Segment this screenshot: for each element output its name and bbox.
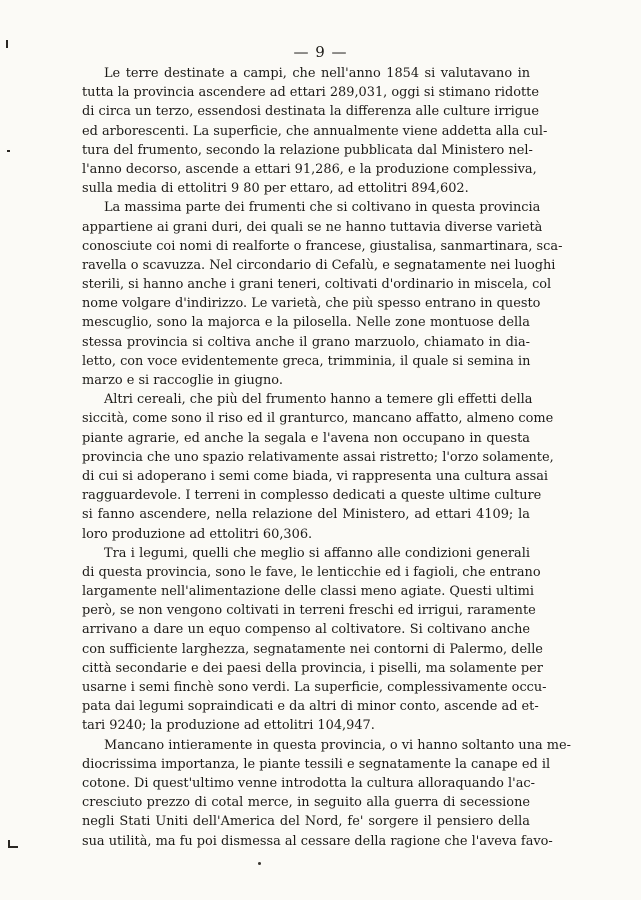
- text-line: però, se non vengono coltivati in terreni freschi ed irrigui, raramente: [82, 603, 536, 619]
- text-line: siccità, come sono il riso ed il granturco, mancano affatto, almeno come: [82, 411, 554, 427]
- text-line: letto, con voce evidentemente greca, trimminia, il quale si semina in: [82, 353, 531, 369]
- paragraph: [82, 198, 563, 390]
- paragraph: [82, 64, 548, 198]
- text-line: di cui si adoperano i semi come biada, vi rappresenta una cultura assai: [82, 468, 549, 484]
- page-number: — 9 —: [293, 43, 348, 61]
- text-line: ragguardevole. I terreni in complesso dedicati a queste ultime culture: [82, 488, 542, 504]
- text-line: stessa provincia si coltiva anche il grano marzuolo, chiamato in dia-: [82, 334, 530, 350]
- text-line: di questa provincia, sono le fave, le lenticchie ed i fagioli, che entrano: [82, 564, 541, 580]
- text-line: marzo e si raccoglie in giugno.: [82, 373, 283, 388]
- text-line: piante agrarie, ed anche la segala e l'avena non occupano in questa: [82, 430, 530, 446]
- text-line: usarne i semi finchè sono verdi. La superficie, complessivamente occu-: [82, 680, 547, 695]
- text-line: cresciuto prezzo di cotal merce, in seguito alla guerra di secessione: [82, 795, 530, 811]
- margin-mark: [6, 40, 8, 48]
- text-line: ravella o scavuzza. Nel circondario di Cefalù, e segnatamente nei luoghi: [82, 257, 556, 273]
- text-line: nome volgare d'indirizzo. Le varietà, che più spesso entrano in questo: [82, 296, 541, 312]
- body-text: [82, 64, 572, 851]
- text-line: Altri cereali, che più del frumento hanno a temere gli effetti della: [104, 392, 533, 408]
- text-line: pata dai legumi sopraindicati e da altri di minor conto, ascende ad et-: [82, 699, 539, 715]
- text-line: ed arborescenti. La superficie, che annualmente viene addetta alla cul-: [82, 123, 548, 139]
- text-line: provincia che uno spazio relativamente assai ristretto; l'orzo solamente,: [82, 449, 554, 465]
- text-line: sua utilità, ma fu poi dismessa al cessare della ragione che l'aveva favo-: [82, 833, 553, 849]
- text-line: largamente nell'alimentazione delle classi meno agiate. Questi ultimi: [82, 584, 535, 600]
- text-line: negli Stati Uniti dell'America del Nord, fe' sorgere il pensiero della: [82, 814, 530, 830]
- text-line: sterili, si hanno anche i grani teneri, coltivati d'ordinario in miscela, col: [82, 277, 552, 293]
- paragraph: [82, 390, 554, 544]
- text-line: città secondarie e dei paesi della provincia, i piselli, ma solamente per: [82, 660, 543, 676]
- text-line: loro produzione ad ettolitri 60,306.: [82, 526, 313, 542]
- margin-mark: [8, 846, 18, 848]
- text-line: Mancano intieramente in questa provincia, o vi hanno soltanto una me-: [104, 737, 572, 753]
- margin-mark: [7, 150, 10, 152]
- paragraph: [82, 736, 572, 851]
- text-line: conosciute coi nomi di realforte o francese, giustalisa, sanmartinara, sca-: [82, 238, 563, 254]
- paragraph: [82, 544, 547, 736]
- text-line: di circa un terzo, essendosi destinata la differenza alle culture irrigue: [82, 104, 539, 120]
- text-line: Tra i legumi, quelli che meglio si affanno alle condizioni generali: [104, 545, 530, 561]
- text-line: La massima parte dei frumenti che si coltivano in questa provincia: [104, 200, 541, 216]
- text-line: si fanno ascendere, nella relazione del Ministero, ad ettari 4109; la: [82, 507, 530, 523]
- text-line: tura del frumento, secondo la relazione pubblicata dal Ministero nel-: [82, 142, 533, 158]
- text-line: appartiene ai grani duri, dei quali se ne hanno tuttavia diverse varietà: [82, 219, 543, 235]
- text-line: cotone. Di quest'ultimo venne introdotta la cultura alloraquando l'ac-: [82, 775, 535, 791]
- text-line: sulla media di ettolitri 9 80 per ettaro, ad ettolitri 894,602.: [82, 181, 469, 197]
- margin-dot: [258, 862, 261, 865]
- text-line: mescuglio, sono la majorca e la pilosella. Nelle zone montuose della: [82, 315, 530, 331]
- text-line: Le terre destinate a campi, che nell'anno 1854 si valutavano in: [104, 66, 530, 81]
- text-line: arrivano a dare un equo compenso al coltivatore. Si coltivano anche: [82, 622, 530, 638]
- text-line: con sufficiente larghezza, segnatamente nei contorni di Palermo, delle: [82, 641, 543, 657]
- text-line: diocrissima importanza, le piante tessili e segnatamente la canape ed il: [82, 756, 551, 772]
- text-line: l'anno decorso, ascende a ettari 91,286, e la produzione complessiva,: [82, 161, 537, 177]
- text-line: tutta la provincia ascendere ad ettari 289,031, oggi si stimano ridotte: [82, 85, 539, 101]
- text-line: tari 9240; la produzione ad ettolitri 104,947.: [82, 718, 375, 734]
